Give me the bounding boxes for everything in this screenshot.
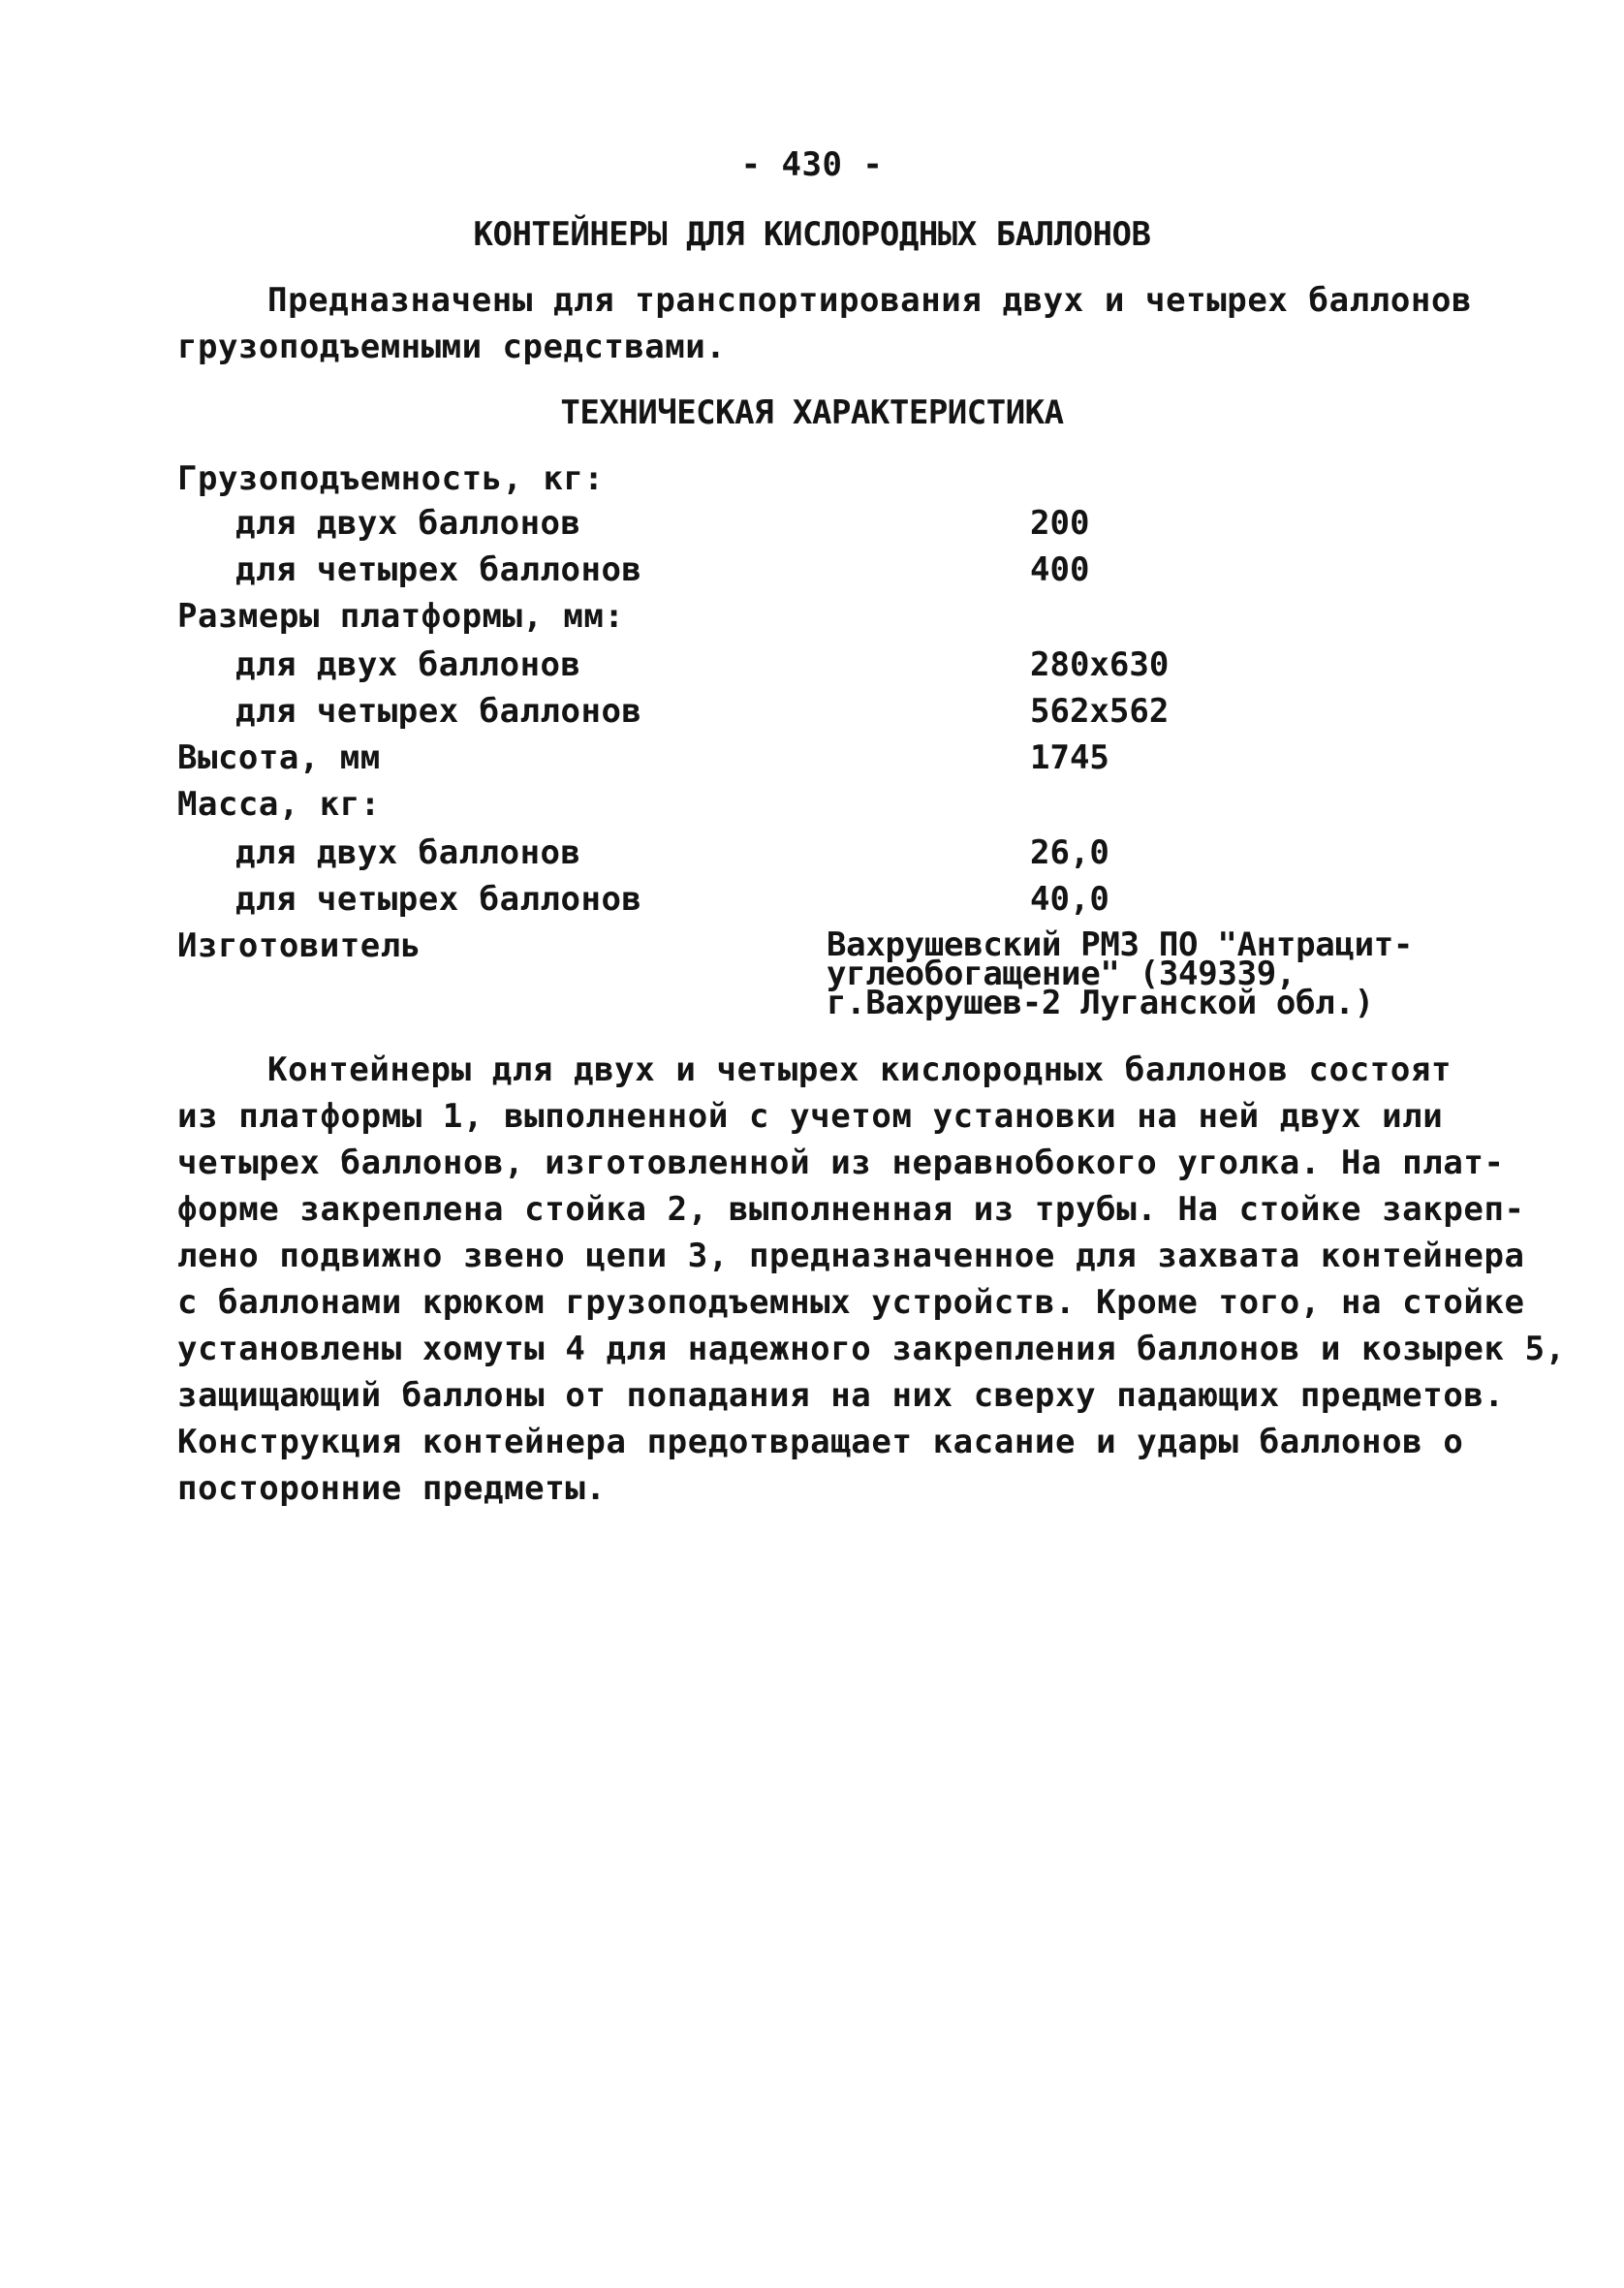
spec-value: 200 <box>1030 504 1090 543</box>
spec-label: для четырех баллонов <box>235 692 642 731</box>
spec-label: для четырех баллонов <box>235 550 642 589</box>
spec-heading: ТЕХНИЧЕСКАЯ ХАРАКТЕРИСТИКА <box>560 393 1064 432</box>
spec-label: Высота, мм <box>177 738 381 777</box>
spec-value: 562х562 <box>1030 692 1170 731</box>
spec-label: Масса, кг: <box>177 785 381 824</box>
spec-value: 1745 <box>1030 738 1109 777</box>
paragraph-line: с баллонами крюком грузоподъемных устройств. Кроме того, на стойке <box>177 1283 1525 1322</box>
paragraph-line: форме закреплена стойка 2, выполненная из трубы. На стойке закреп- <box>177 1190 1525 1229</box>
spec-label: Грузоподъемность, кг: <box>177 459 605 498</box>
paragraph-line: лено подвижно звено цепи 3, предназначенное для захвата контейнера <box>177 1237 1525 1275</box>
manufacturer-line: Вахрушевский РМЗ ПО "Антрацит- <box>827 925 1414 964</box>
spec-value: 26,0 <box>1030 833 1109 872</box>
spec-label: для двух баллонов <box>235 833 581 872</box>
paragraph-line: Контейнеры для двух и четырех кислородных баллонов состоят <box>267 1050 1452 1089</box>
spec-value: 280х630 <box>1030 645 1170 684</box>
spec-value: 400 <box>1030 550 1090 589</box>
spec-label: для четырех баллонов <box>235 880 642 919</box>
page-number: - 430 - <box>740 145 884 184</box>
spec-value: 40,0 <box>1030 880 1109 919</box>
paragraph-line: установлены хомуты 4 для надежного закрепления баллонов и козырек 5, <box>177 1330 1566 1368</box>
paragraph-line: Конструкция контейнера предотвращает касание и удары баллонов о <box>177 1423 1464 1461</box>
paragraph-line: посторонние предметы. <box>177 1469 607 1508</box>
spec-label: для двух баллонов <box>235 504 581 543</box>
paragraph-line: из платформы 1, выполненной с учетом установки на ней двух или <box>177 1097 1444 1136</box>
spec-label: для двух баллонов <box>235 645 581 684</box>
manufacturer-line: г.Вахрушев-2 Луганской обл.) <box>827 984 1374 1022</box>
manufacturer-line: углеобогащение" (349339, <box>827 955 1296 993</box>
intro-line: Предназначены для транспортирования двух и четырех баллонов <box>267 281 1473 320</box>
page-title: КОНТЕЙНЕРЫ ДЛЯ КИСЛОРОДНЫХ БАЛЛОНОВ <box>473 215 1151 254</box>
intro-line: грузоподъемными средствами. <box>177 328 727 366</box>
paragraph-line: защищающий баллоны от попадания на них сверху падающих предметов. <box>177 1376 1505 1415</box>
paragraph-line: четырех баллонов, изготовленной из неравнобокого уголка. На плат- <box>177 1144 1505 1182</box>
spec-label: Изготовитель <box>177 926 422 965</box>
spec-label: Размеры платформы, мм: <box>177 597 625 636</box>
